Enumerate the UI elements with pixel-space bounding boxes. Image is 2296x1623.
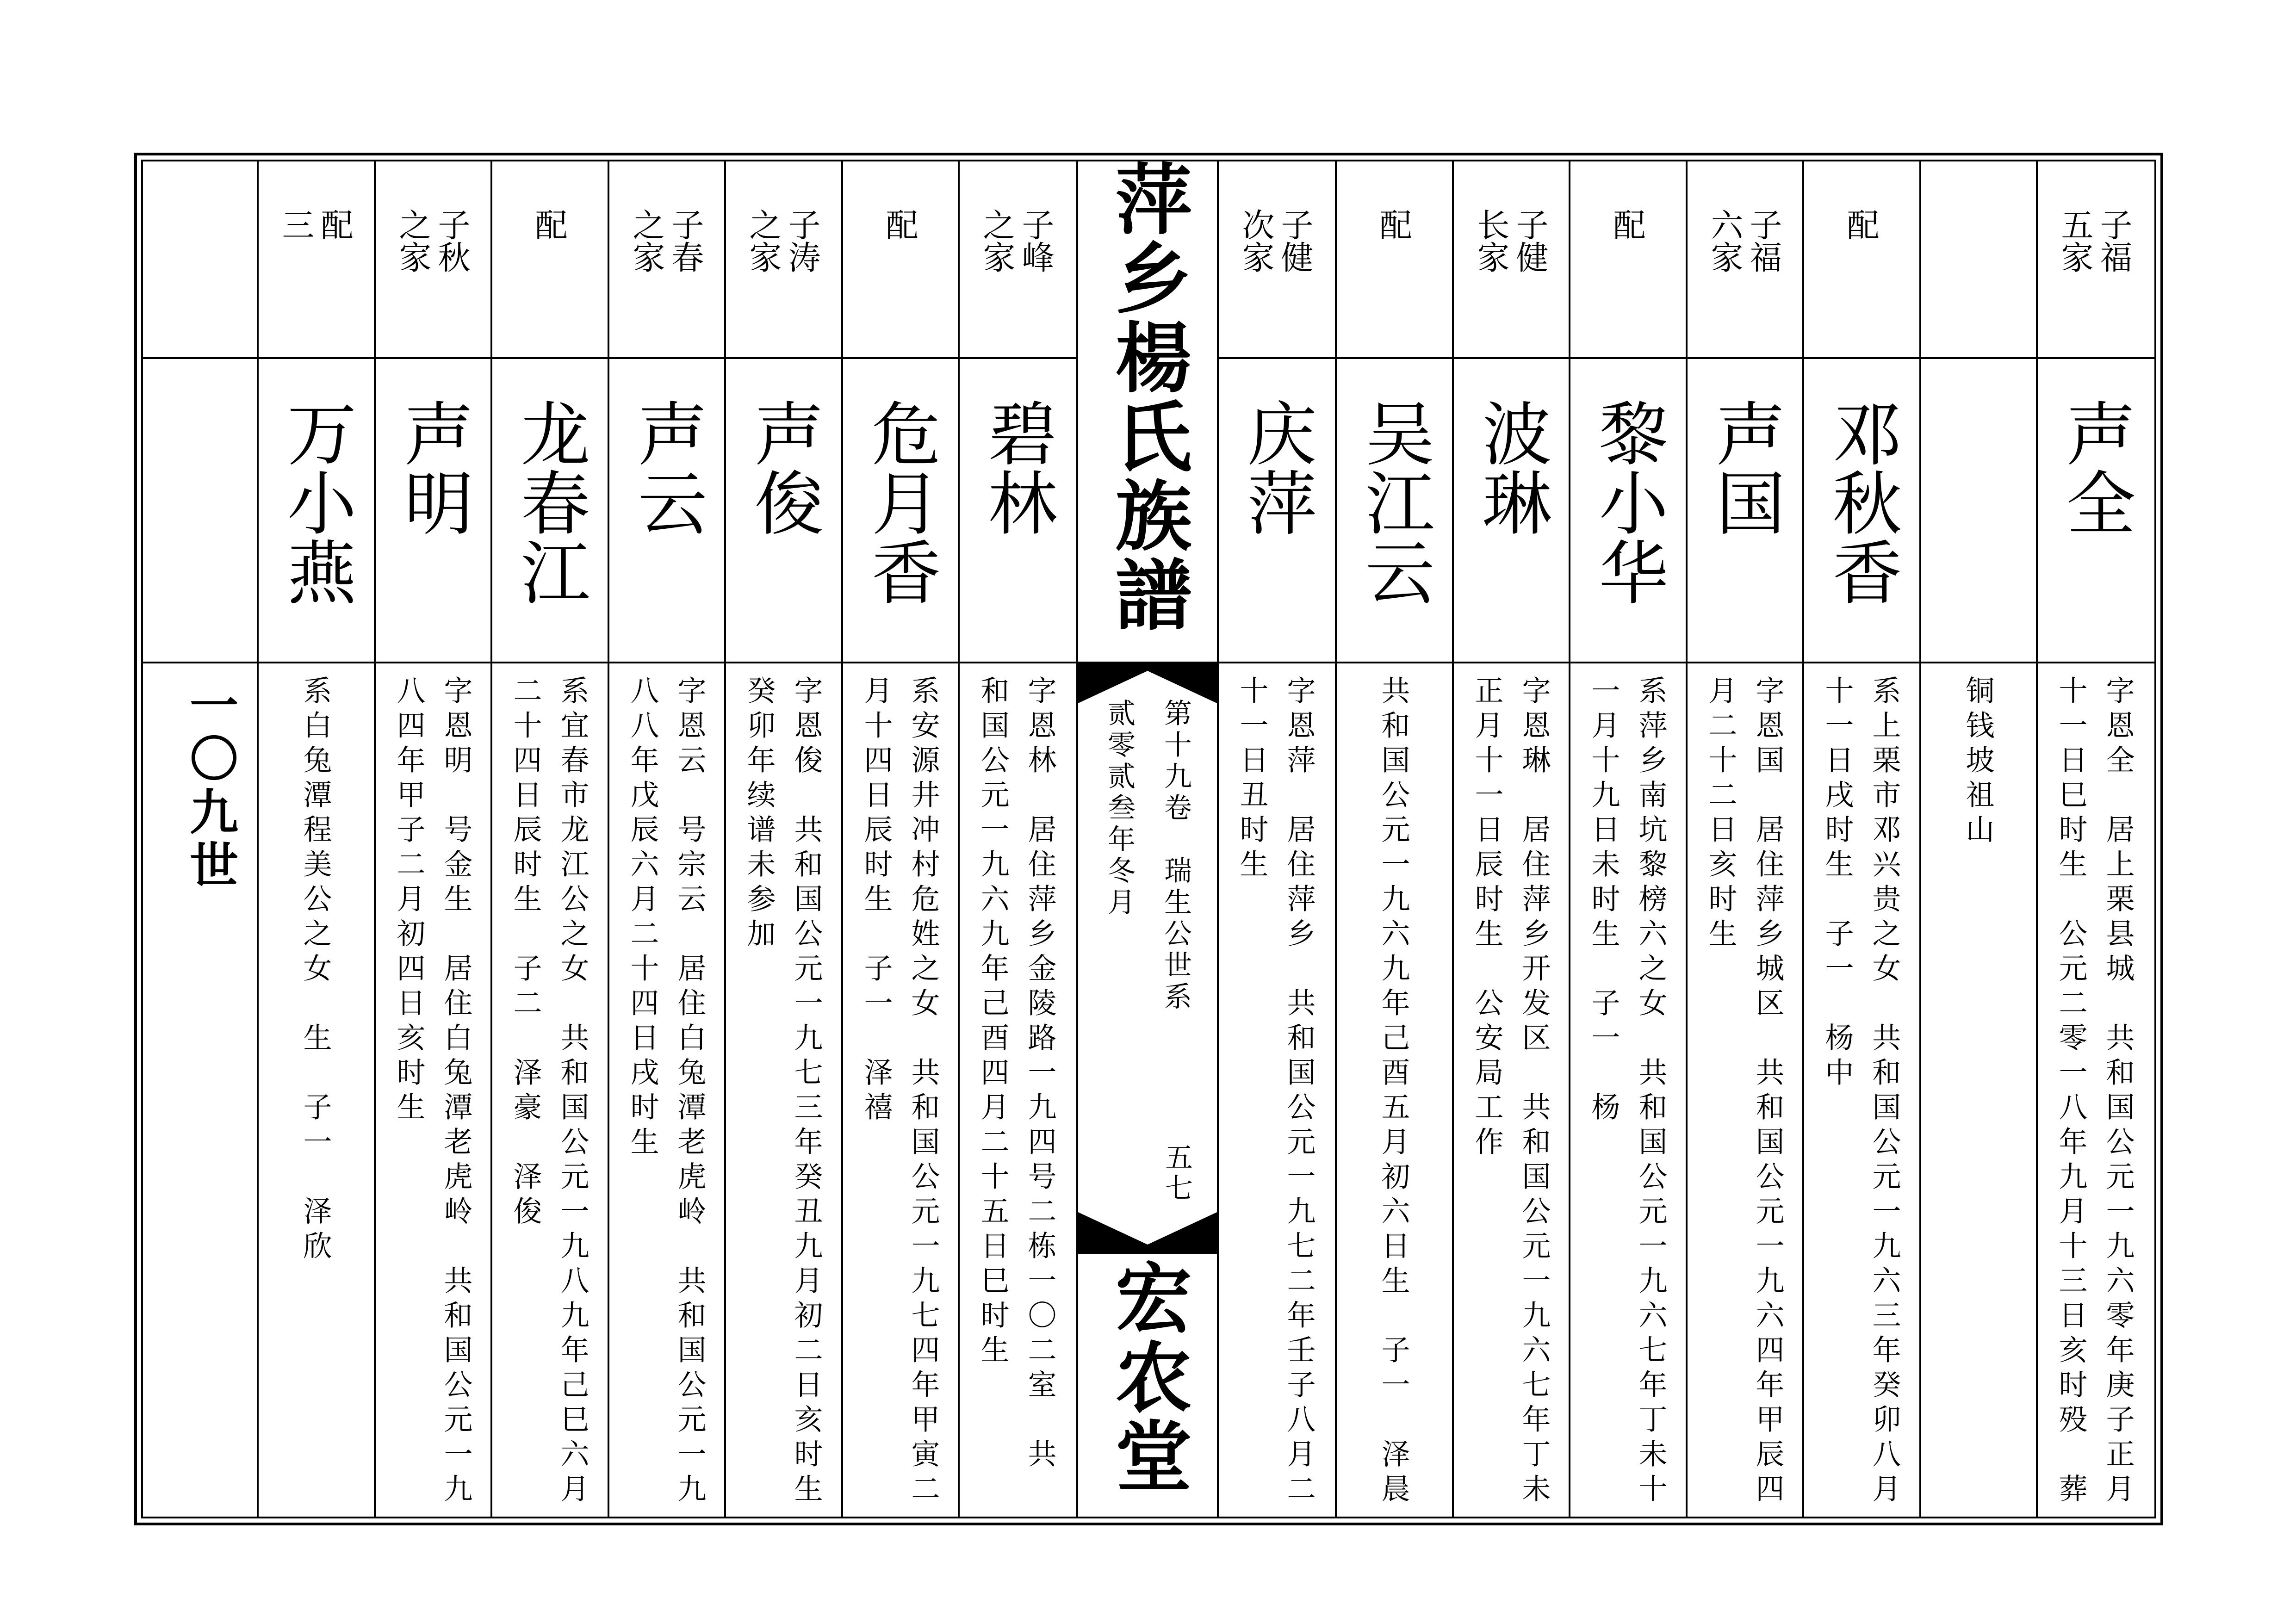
biography-line: 十一日戌时生 子一 杨中	[1820, 675, 1854, 1092]
relation-text: 配	[881, 208, 918, 241]
biography-line: 系宜春市龙江公之女 共和国公元一九八九年己巳六月	[556, 675, 590, 1508]
person-name-cell	[1919, 398, 2036, 648]
person-name-cell	[1802, 398, 1919, 648]
biography	[490, 675, 607, 1508]
biography-line: 系安源井冲村危姓之女 共和国公元一九七四年甲寅二	[906, 675, 940, 1508]
person-name: 龙春江	[509, 398, 590, 606]
relation-text: 次家	[1237, 208, 1275, 273]
biography-line: 字恩林 居住萍乡金陵路一九四号二栋一〇二室 共	[1023, 675, 1057, 1474]
biography	[1802, 675, 1919, 1508]
row-divider	[141, 662, 1078, 663]
relation-text: 子秋	[433, 208, 471, 273]
relation-label	[608, 208, 724, 342]
biography	[1452, 675, 1569, 1508]
biography-line: 字恩琳 居住萍乡开发区 共和国公元一九六七年丁未	[1517, 675, 1551, 1508]
relation-label	[490, 208, 607, 342]
relation-text: 长家	[1472, 208, 1510, 273]
relation-label	[374, 208, 490, 342]
biography	[2036, 675, 2153, 1508]
date-line: 贰零贰叁年冬月	[1103, 699, 1136, 919]
relation-text: 之家	[394, 208, 432, 273]
relation-text: 配	[1374, 208, 1412, 241]
relation-label	[257, 208, 373, 342]
relation-label	[1686, 208, 1802, 342]
relation-text: 子涛	[783, 208, 821, 273]
person-name: 庆萍	[1235, 398, 1316, 537]
person-name: 邓秋香	[1820, 398, 1901, 606]
biography-line: 字恩萍 居住萍乡 共和国公元一九七二年壬子八月二	[1282, 675, 1316, 1508]
person-name: 碧林	[976, 398, 1057, 537]
person-name: 危月香	[859, 398, 940, 606]
biography-line: 字恩明 号金生 居住白兔潭老虎岭 共和国公元一九	[439, 675, 473, 1508]
person-name: 声全	[2054, 398, 2135, 537]
person-name: 声明	[392, 398, 473, 537]
relation-label	[841, 208, 958, 342]
relation-label	[958, 208, 1074, 342]
biography-line: 十一日巳时生 公元二零一八年九月十三日亥时殁 葬	[2054, 675, 2088, 1508]
biography-line: 正月十一日辰时生 公安局工作	[1470, 675, 1504, 1161]
biography-line: 系白兔潭程美公之女 生 子一 泽欣	[298, 675, 332, 1265]
biography-line: 二十四日辰时生 子二 泽豪 泽俊	[509, 675, 542, 1231]
person-name-cell	[724, 398, 841, 648]
person-name-cell	[608, 398, 724, 648]
biography-line: 字恩全 居上栗县城 共和国公元一九六零年庚子正月	[2101, 675, 2135, 1508]
biography	[1569, 675, 1685, 1508]
biography	[1686, 675, 1802, 1508]
genealogy-title: 萍乡楊氏族譜	[1103, 160, 1193, 634]
person-name: 声国	[1704, 398, 1785, 537]
person-name-cell	[841, 398, 958, 648]
biography-line: 八八年戊辰六月二十四日戌时生	[626, 675, 659, 1161]
biography	[1217, 675, 1334, 1508]
relation-text: 配	[1608, 208, 1646, 241]
relation-text: 配	[316, 208, 354, 241]
person-name: 声云	[626, 398, 707, 537]
relation-text: 配	[1842, 208, 1880, 241]
biography-line: 十一日丑时生	[1235, 675, 1269, 884]
relation-label	[1217, 208, 1334, 342]
relation-text: 之家	[744, 208, 782, 273]
person-name: 万小燕	[275, 398, 356, 606]
biography-line: 一月十九日未时生 子一 杨	[1587, 675, 1620, 1127]
biography	[374, 675, 490, 1508]
relation-label	[2036, 208, 2153, 342]
person-name-cell	[2036, 398, 2153, 648]
relation-text: 之家	[627, 208, 665, 273]
biography	[608, 675, 724, 1508]
person-name: 声俊	[742, 398, 823, 537]
relation-text: 之家	[978, 208, 1016, 273]
biography-line: 八四年甲子二月初四日亥时生	[392, 675, 426, 1127]
person-name-cell	[1217, 398, 1334, 648]
person-name: 波琳	[1470, 398, 1551, 537]
biography-line: 共和国公元一九六九年己酉五月初六日生 子一 泽晨	[1377, 675, 1410, 1508]
relation-label	[724, 208, 841, 342]
person-name-cell	[1686, 398, 1802, 648]
relation-text: 子峰	[1017, 208, 1055, 273]
relation-text: 子春	[666, 208, 704, 273]
relation-text: 配	[530, 208, 568, 241]
biography-line: 系萍乡南坑黎榜六之女 共和国公元一九六七年丁未十	[1634, 675, 1668, 1508]
relation-label	[1919, 208, 2036, 342]
relation-text: 六家	[1706, 208, 1744, 273]
biography-line: 月十四日辰时生 子一 泽禧	[859, 675, 893, 1127]
spine-info	[1078, 699, 1217, 1198]
biography	[1919, 675, 2036, 1508]
biography-line: 字恩俊 共和国公元一九七三年癸丑九月初二日亥时生	[789, 675, 823, 1508]
relation-text: 五家	[2056, 208, 2094, 273]
fish-tail-bottom-ornament	[1078, 1212, 1217, 1254]
biography-line: 月二十二日亥时生	[1704, 675, 1738, 953]
page-number: 五七	[1160, 1143, 1193, 1204]
biography	[958, 675, 1074, 1508]
biography	[841, 675, 958, 1508]
biography-line: 字恩云 号宗云 居住白兔潭老虎岭 共和国公元一九	[673, 675, 707, 1508]
relation-text: 子福	[1744, 208, 1782, 273]
person-name: 吴江云	[1353, 398, 1434, 606]
biography-line: 癸卯年续谱未参加	[742, 675, 776, 953]
generation-label: 一〇九世	[182, 680, 239, 893]
person-name-cell	[1335, 398, 1452, 648]
person-name: 黎小华	[1587, 398, 1668, 606]
biography-line: 系上栗市邓兴贵之女 共和国公元一九六三年癸卯八月	[1868, 675, 1901, 1508]
biography-line: 铜钱坡祖山	[1961, 675, 1995, 849]
person-name-cell	[958, 398, 1074, 648]
person-name-cell	[374, 398, 490, 648]
fish-tail-top-ornament	[1078, 662, 1217, 703]
relation-text: 子福	[2095, 208, 2133, 273]
relation-label	[1335, 208, 1452, 342]
relation-label	[1802, 208, 1919, 342]
relation-label	[1452, 208, 1569, 342]
relation-text: 子健	[1276, 208, 1314, 273]
biography-line: 和国公元一九六九年己酉四月二十五日巳时生	[976, 675, 1010, 1369]
person-name-cell	[257, 398, 373, 648]
hall-name: 宏农堂	[1103, 1258, 1193, 1496]
biography-line: 字恩国 居住萍乡城区 共和国公元一九六四年甲辰四	[1751, 675, 1785, 1508]
volume-line: 第十九卷 瑞生公世系	[1160, 699, 1192, 1013]
row-divider	[141, 357, 1078, 359]
person-name-cell	[490, 398, 607, 648]
biography	[1335, 675, 1452, 1508]
biography	[724, 675, 841, 1508]
relation-label	[1569, 208, 1685, 342]
relation-text: 三	[277, 208, 315, 241]
relation-text: 子健	[1511, 208, 1549, 273]
person-name-cell	[1452, 398, 1569, 648]
biography	[257, 675, 373, 1508]
person-name-cell	[1569, 398, 1685, 648]
